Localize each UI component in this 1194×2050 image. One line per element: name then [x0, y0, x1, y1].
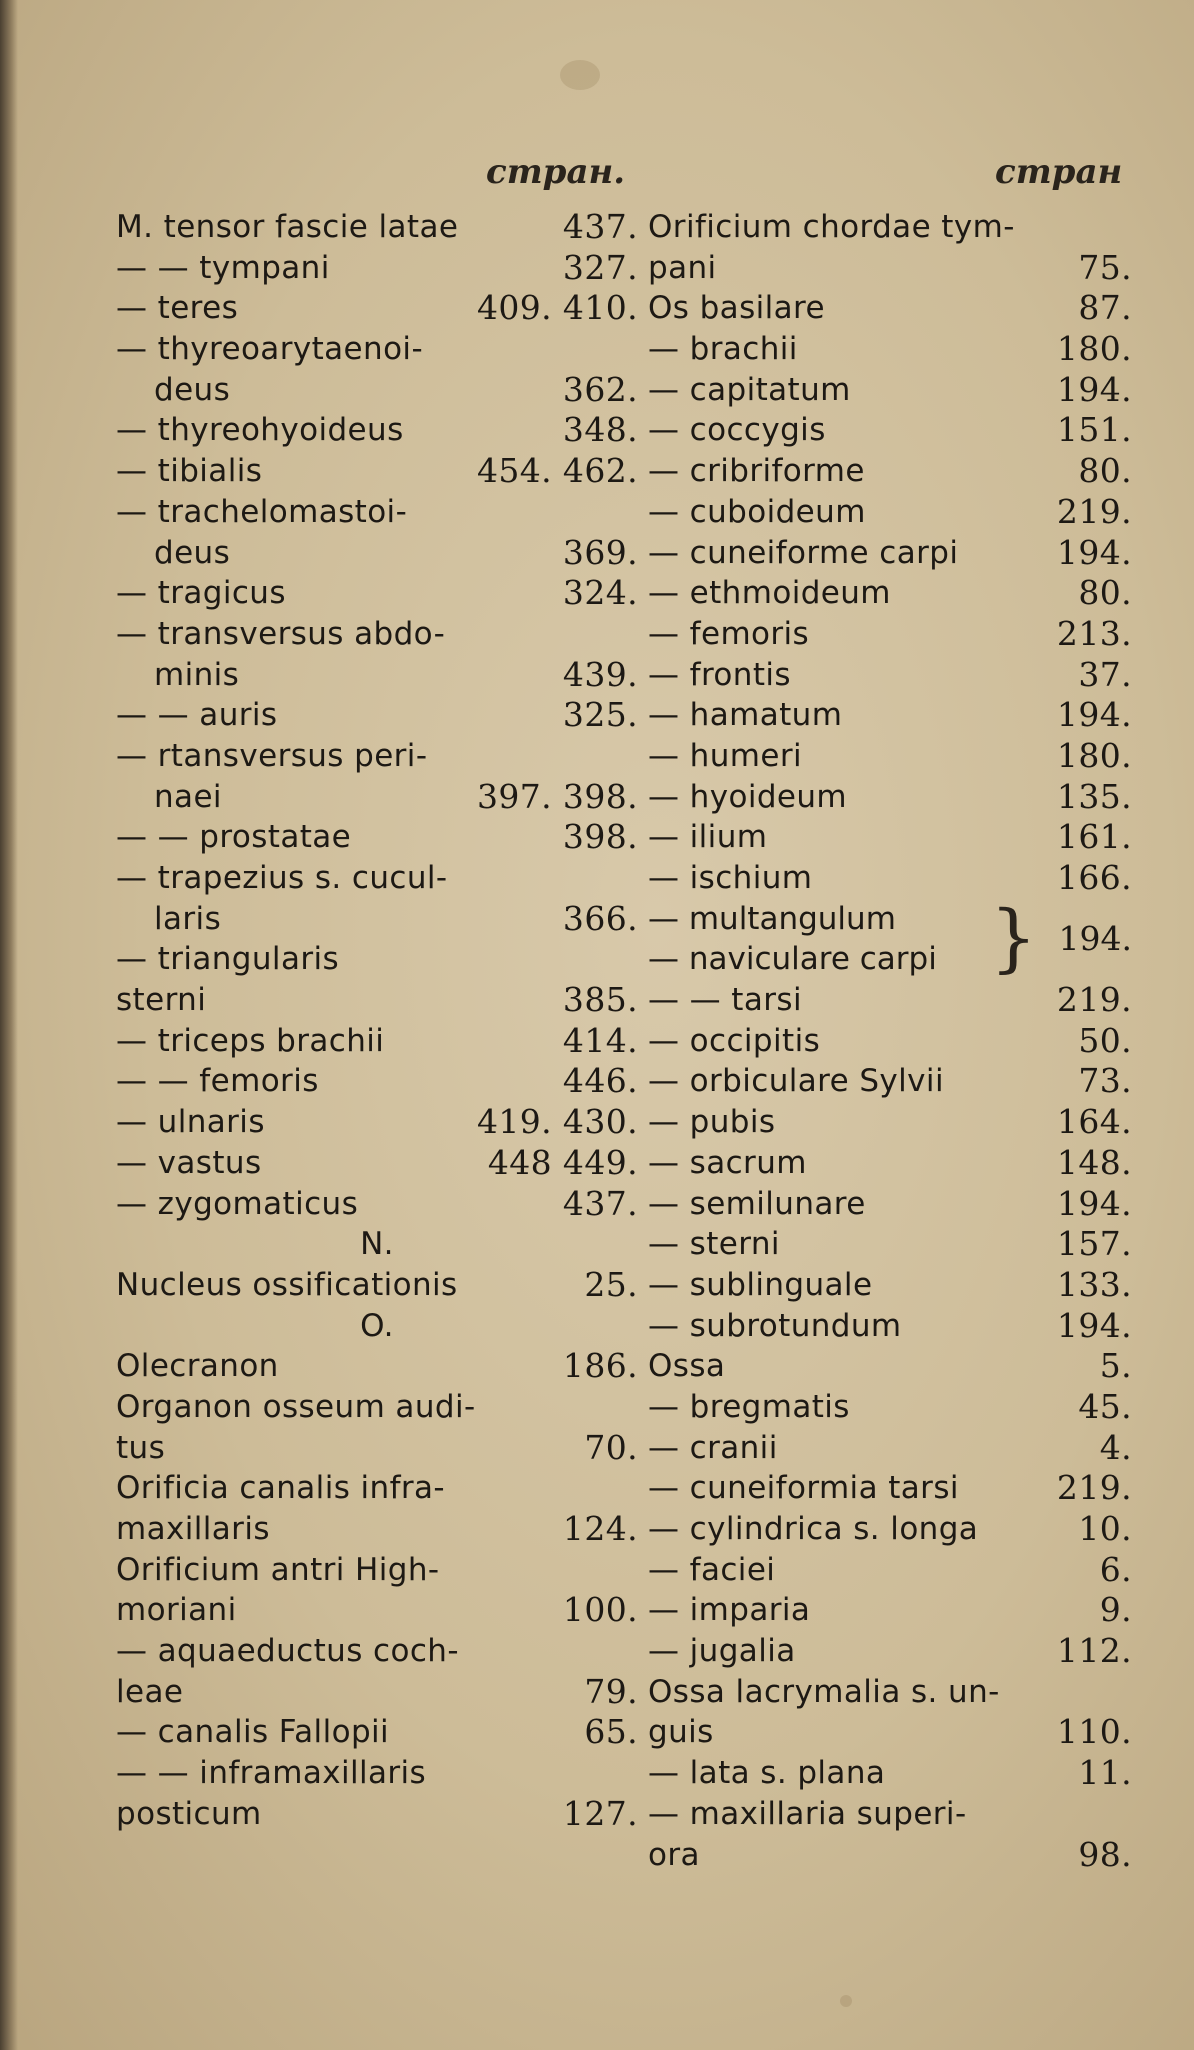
entry-page-number: 385. — [562, 980, 638, 1020]
entry-page-number: 194. — [1058, 918, 1132, 958]
index-entry — [648, 1550, 1132, 1591]
entry-term: Os basilare — [648, 290, 825, 327]
index-entry — [116, 329, 638, 370]
index-entry — [116, 533, 638, 574]
entry-page-number: 79. — [584, 1671, 638, 1711]
entry-page-number: 127. — [562, 1793, 638, 1833]
entry-page-number: 437. — [562, 1183, 638, 1223]
section-letter — [116, 1224, 638, 1265]
entry-page-number: 37. — [1078, 654, 1132, 694]
entry-term: — semilunare — [648, 1185, 866, 1222]
index-entry — [648, 1468, 1132, 1509]
index-entry — [116, 1631, 638, 1672]
entry-page-number: 366. — [562, 898, 638, 938]
index-entry — [116, 858, 638, 899]
index-entry — [648, 288, 1132, 329]
entry-page-number: 419. 430. — [476, 1102, 638, 1142]
index-entry — [648, 329, 1132, 370]
index-entry — [648, 573, 1132, 614]
section-letter-text: O. — [360, 1307, 394, 1344]
index-entry — [116, 899, 638, 940]
entry-term: Organon osseum audi- — [116, 1388, 476, 1425]
index-entry — [648, 858, 1132, 899]
index-entry — [648, 736, 1132, 777]
index-entry — [116, 207, 638, 248]
entry-page-number: 25. — [584, 1264, 638, 1304]
entry-term: — vastus — [116, 1144, 262, 1181]
entry-term: — frontis — [648, 656, 791, 693]
index-entry — [648, 614, 1132, 655]
entry-page-number: 213. — [1056, 613, 1132, 653]
entry-page-number: 73. — [1078, 1061, 1132, 1101]
entry-term: — multangulum — [648, 900, 896, 937]
index-entry — [116, 573, 638, 614]
entry-term: — humeri — [648, 737, 802, 774]
entry-page-number: 9. — [1099, 1590, 1132, 1630]
entry-page-number: 398. — [562, 817, 638, 857]
entry-term: — imparia — [648, 1592, 811, 1629]
entry-term: laris — [154, 900, 222, 937]
index-entry — [648, 1387, 1132, 1428]
entry-page-number: 65. — [584, 1712, 638, 1752]
entry-page-number: 4. — [1099, 1427, 1132, 1467]
entry-term: — zygomaticus — [116, 1185, 359, 1222]
entry-page-number: 5. — [1099, 1346, 1132, 1386]
right-index-column — [648, 207, 1132, 1875]
index-entry — [648, 1346, 1132, 1387]
index-entry — [116, 655, 638, 696]
entry-page-number: 448 449. — [487, 1142, 638, 1182]
entry-term: naei — [154, 778, 222, 815]
index-entry — [648, 1061, 1132, 1102]
entry-page-number: 151. — [1056, 410, 1132, 450]
entry-page-number: 80. — [1078, 451, 1132, 491]
entry-term: guis — [648, 1714, 714, 1751]
entry-page-number: 80. — [1078, 573, 1132, 613]
entry-term: — cuneiformia tarsi — [648, 1470, 959, 1507]
entry-page-number: 437. — [562, 207, 638, 246]
index-entry-group — [648, 894, 1132, 981]
paper-stain — [840, 1995, 852, 2007]
header-right-page-label: стран — [995, 152, 1123, 192]
entry-page-number: 194. — [1056, 369, 1132, 409]
entry-page-number: 164. — [1056, 1102, 1132, 1142]
index-entry — [648, 1224, 1132, 1265]
entry-term: — orbiculare Sylvii — [648, 1063, 944, 1100]
index-entry — [116, 1712, 638, 1753]
section-letter-text: N. — [360, 1226, 394, 1263]
entry-page-number: 439. — [562, 654, 638, 694]
index-entry — [116, 736, 638, 777]
entry-term: — trapezius s. cucul- — [116, 860, 448, 896]
entry-term: minis — [154, 656, 240, 693]
entry-term: — lata s. plana — [648, 1755, 886, 1792]
entry-page-number: 110. — [1056, 1712, 1132, 1752]
entry-term: — jugalia — [648, 1633, 796, 1670]
entry-page-number: 133. — [1056, 1264, 1132, 1304]
index-entry — [648, 1590, 1132, 1631]
index-entry — [648, 777, 1132, 818]
index-entry — [648, 207, 1132, 248]
entry-term: — ethmoideum — [648, 575, 891, 612]
entry-page-number: 87. — [1078, 288, 1132, 328]
section-letter — [116, 1306, 638, 1347]
index-entry — [116, 1590, 638, 1631]
entry-term: — thyreoarytaenoi- — [116, 331, 424, 368]
entry-term: — triangularis — [116, 941, 340, 978]
index-entry — [648, 410, 1132, 451]
index-entry — [116, 1428, 638, 1469]
index-entry — [116, 1061, 638, 1102]
entry-term: — — femoris — [116, 1063, 319, 1100]
entry-term: — subrotundum — [648, 1307, 902, 1344]
entry-page-number: 45. — [1078, 1386, 1132, 1426]
index-entry — [116, 1143, 638, 1184]
index-entry — [116, 817, 638, 858]
entry-page-number: 348. — [562, 410, 638, 450]
index-entry — [648, 1102, 1132, 1143]
entry-page-number: 161. — [1056, 817, 1132, 857]
entry-page-number: 219. — [1056, 491, 1132, 531]
entry-page-number: 362. — [562, 369, 638, 409]
entry-term: — thyreohyoideus — [116, 412, 404, 449]
entry-term: — tragicus — [116, 575, 286, 612]
entry-term: — cranii — [648, 1429, 778, 1466]
index-entry — [648, 370, 1132, 411]
index-entry — [648, 655, 1132, 696]
entry-term: — canalis Fallopii — [116, 1714, 390, 1751]
entry-term: — femoris — [648, 615, 810, 652]
entry-term: — cribriforme — [648, 453, 865, 490]
entry-page-number: 194. — [1056, 1183, 1132, 1223]
entry-term: ora — [648, 1836, 700, 1873]
index-entry — [116, 1102, 638, 1143]
entry-term: — brachii — [648, 331, 798, 368]
entry-term: deus — [154, 371, 231, 408]
index-entry — [116, 1794, 638, 1835]
index-entry — [648, 1509, 1132, 1550]
entry-term: — trachelomastoi- — [116, 493, 408, 530]
entry-term: — sterni — [648, 1226, 780, 1263]
entry-page-number: 325. — [562, 695, 638, 735]
entry-term: — cylindrica s. longa — [648, 1511, 979, 1548]
index-entry — [648, 695, 1132, 736]
entry-term: leae — [116, 1673, 184, 1710]
entry-page-number: 369. — [562, 532, 638, 572]
left-index-column — [116, 207, 638, 1835]
entry-page-number: 194. — [1056, 532, 1132, 572]
entry-term: — hamatum — [648, 697, 843, 734]
entry-term: Orificia canalis infra- — [116, 1470, 446, 1507]
entry-term: Ossa — [648, 1348, 726, 1385]
entry-page-number: 324. — [562, 573, 638, 613]
entry-term: — sublinguale — [648, 1266, 873, 1303]
index-entry — [116, 1753, 638, 1794]
entry-term: — aquaeductus coch- — [116, 1633, 459, 1670]
entry-page-number: 180. — [1056, 735, 1132, 775]
index-entry — [648, 1712, 1132, 1753]
entry-term: maxillaris — [116, 1511, 270, 1547]
entry-page-number: 135. — [1056, 776, 1132, 816]
index-entry — [116, 1346, 638, 1387]
index-entry — [116, 451, 638, 492]
index-entry — [116, 939, 638, 980]
index-entry — [648, 1021, 1132, 1062]
index-entry — [116, 410, 638, 451]
entry-term: — hyoideum — [648, 778, 848, 815]
entry-page-number: 219. — [1056, 1468, 1132, 1508]
index-entry — [116, 695, 638, 736]
index-entry — [648, 1184, 1132, 1225]
entry-term: — faciei — [648, 1551, 776, 1588]
entry-term: — cuneiforme carpi — [648, 534, 959, 571]
entry-term: — — prostatae — [116, 819, 352, 856]
entry-page-number: 327. — [562, 247, 638, 287]
entry-term: — triceps brachii — [116, 1022, 385, 1059]
index-entry — [116, 1672, 638, 1713]
index-entry — [116, 248, 638, 289]
curly-brace: } — [990, 894, 1038, 981]
entry-term: — ischium — [648, 860, 813, 896]
entry-term: — maxillaria superi- — [648, 1795, 967, 1832]
index-entry — [116, 1184, 638, 1225]
book-spine-shadow — [0, 0, 18, 2050]
entry-term: — coccygis — [648, 412, 826, 449]
index-entry — [116, 492, 638, 533]
entry-term: — — tympani — [116, 249, 330, 286]
entry-term: pani — [648, 249, 717, 286]
entry-term: — rtansversus peri- — [116, 737, 428, 774]
index-entry — [116, 1021, 638, 1062]
index-entry — [648, 1143, 1132, 1184]
index-entry — [648, 1428, 1132, 1469]
index-entry — [116, 1387, 638, 1428]
entry-term: — — auris — [116, 697, 278, 734]
entry-term: — — inframaxillaris — [116, 1755, 427, 1792]
index-entry — [648, 1753, 1132, 1794]
entry-page-number: 148. — [1056, 1142, 1132, 1182]
entry-page-number: 157. — [1056, 1224, 1132, 1264]
entry-page-number: 70. — [584, 1427, 638, 1467]
index-entry — [116, 1550, 638, 1591]
index-entry — [648, 1794, 1132, 1835]
index-entry — [648, 1265, 1132, 1306]
entry-term: — transversus abdo- — [116, 615, 446, 652]
entry-term: — — tarsi — [648, 982, 802, 1019]
entry-term: M. tensor fascie latae — [116, 209, 459, 245]
entry-term: tus — [116, 1429, 166, 1466]
entry-page-number: 166. — [1056, 858, 1132, 897]
entry-term: Nucleus ossificationis — [116, 1266, 458, 1303]
entry-term: sterni — [116, 982, 207, 1019]
entry-page-number: 186. — [562, 1346, 638, 1386]
entry-term: — tibialis — [116, 453, 263, 490]
entry-page-number: 10. — [1078, 1509, 1132, 1549]
index-entry — [648, 451, 1132, 492]
entry-page-number: 98. — [1078, 1834, 1132, 1874]
index-entry — [648, 492, 1132, 533]
paper-stain — [560, 60, 600, 90]
entry-term: — capitatum — [648, 371, 851, 408]
entry-page-number: 194. — [1056, 1305, 1132, 1345]
entry-page-number: 112. — [1056, 1631, 1132, 1671]
entry-term: — pubis — [648, 1104, 776, 1141]
entry-term: posticum — [116, 1795, 262, 1832]
entry-page-number: 409. 410. — [476, 288, 638, 328]
entry-page-number: 75. — [1078, 247, 1132, 287]
index-entry — [648, 1672, 1132, 1713]
index-entry — [116, 288, 638, 329]
entry-page-number: 194. — [1056, 695, 1132, 735]
index-entry — [648, 248, 1132, 289]
entry-page-number: 397. 398. — [476, 776, 638, 816]
entry-term: — ilium — [648, 819, 768, 856]
entry-page-number: 124. — [562, 1509, 638, 1548]
entry-term: — teres — [116, 290, 239, 327]
index-entry — [116, 777, 638, 818]
index-entry — [648, 533, 1132, 574]
entry-term: — cuboideum — [648, 493, 866, 530]
entry-term: — naviculare carpi — [648, 941, 937, 978]
index-entry — [116, 614, 638, 655]
index-entry — [648, 1306, 1132, 1347]
entry-page-number: 454. 462. — [476, 451, 638, 491]
entry-term: Olecranon — [116, 1348, 279, 1385]
entry-term: Orificium chordae tym- — [648, 209, 1015, 245]
entry-term: Ossa lacrymalia s. un- — [648, 1673, 1000, 1710]
entry-page-number: 11. — [1078, 1753, 1132, 1793]
index-entry — [116, 980, 638, 1021]
index-entry — [116, 1509, 638, 1550]
entry-page-number: 446. — [562, 1061, 638, 1101]
entry-term: Orificium antri High- — [116, 1551, 440, 1588]
header-left-page-label: стран. — [486, 152, 626, 192]
entry-page-number: 219. — [1056, 980, 1132, 1020]
entry-page-number: 50. — [1078, 1020, 1132, 1060]
entry-page-number: 6. — [1099, 1549, 1132, 1589]
index-entry — [648, 980, 1132, 1021]
entry-term: moriani — [116, 1592, 237, 1629]
entry-page-number: 414. — [562, 1020, 638, 1060]
index-entry — [116, 1265, 638, 1306]
index-entry — [116, 370, 638, 411]
entry-term: deus — [154, 534, 231, 571]
index-entry — [648, 1631, 1132, 1672]
entry-page-number: 180. — [1056, 329, 1132, 369]
index-entry — [648, 817, 1132, 858]
entry-term: — sacrum — [648, 1144, 807, 1181]
index-entry — [116, 1468, 638, 1509]
entry-term: — bregmatis — [648, 1388, 850, 1425]
entry-term: — ulnaris — [116, 1104, 265, 1141]
entry-term: — occipitis — [648, 1022, 821, 1059]
index-entry — [648, 1835, 1132, 1876]
entry-page-number: 100. — [562, 1590, 638, 1630]
